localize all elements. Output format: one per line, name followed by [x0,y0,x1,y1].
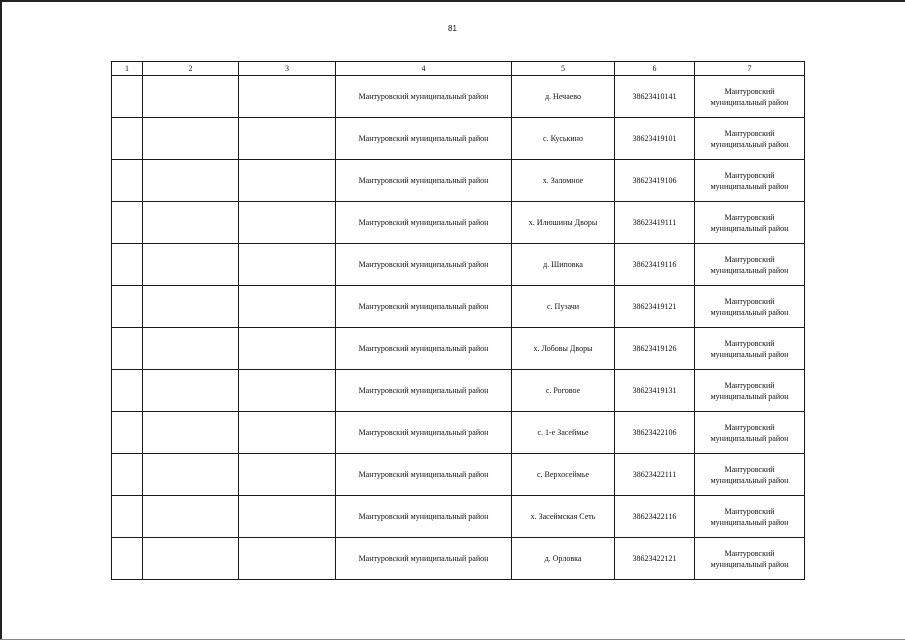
district-owner-line-2: муниципальный район [710,349,789,359]
cell-oktmo-code: 38623410141 [615,76,695,118]
cell-col-2 [143,118,239,160]
cell-col-3 [239,370,336,412]
table-row [112,370,805,412]
cell-district-owner [695,202,805,244]
cell-settlement: с. Роговое [512,370,615,412]
header-col-2: 2 [143,62,239,76]
cell-municipal-district: Мантуровский муниципальный район [336,412,512,454]
cell-col-3 [239,538,336,580]
cell-municipal-district: Мантуровский муниципальный район [336,454,512,496]
table-row [112,454,805,496]
page-border-left [0,0,2,640]
cell-col-3 [239,202,336,244]
cell-settlement: д. Шиповка [512,244,615,286]
cell-col-3 [239,286,336,328]
cell-col-3 [239,118,336,160]
table-body [112,76,805,580]
cell-district-owner [695,496,805,538]
cell-municipal-district: Мантуровский муниципальный район [336,160,512,202]
district-owner-line-2: муниципальный район [710,97,789,107]
cell-col-2 [143,454,239,496]
cell-oktmo-code: 38623419101 [615,118,695,160]
table-row [112,160,805,202]
cell-municipal-district: Мантуровский муниципальный район [336,496,512,538]
cell-oktmo-code: 38623419126 [615,328,695,370]
cell-col-1 [112,202,143,244]
cell-district-owner [695,118,805,160]
cell-col-2 [143,496,239,538]
cell-settlement: д. Нечаево [512,76,615,118]
page-number: 81 [448,24,457,33]
cell-col-1 [112,76,143,118]
cell-settlement: х. Засеймская Сеть [512,496,615,538]
cell-settlement: с. Куськино [512,118,615,160]
cell-municipal-district: Мантуровский муниципальный район [336,118,512,160]
cell-col-1 [112,496,143,538]
table-row [112,244,805,286]
cell-col-3 [239,76,336,118]
header-col-4: 4 [336,62,512,76]
cell-oktmo-code: 38623419131 [615,370,695,412]
table-row [112,496,805,538]
cell-col-2 [143,160,239,202]
cell-col-3 [239,496,336,538]
cell-municipal-district: Мантуровский муниципальный район [336,328,512,370]
cell-col-2 [143,328,239,370]
cell-col-1 [112,244,143,286]
cell-col-3 [239,412,336,454]
district-owner-line-2: муниципальный район [710,559,789,569]
cell-settlement: х. Лобовы Дворы [512,328,615,370]
table-row [112,286,805,328]
cell-municipal-district: Мантуровский муниципальный район [336,76,512,118]
district-owner-line-1: Мантуровский [724,464,775,474]
page-border-top [0,0,905,2]
table-row [112,412,805,454]
cell-settlement: с. 1-е Засеймье [512,412,615,454]
cell-col-1 [112,160,143,202]
district-owner-line-1: Мантуровский [724,296,775,306]
cell-col-2 [143,370,239,412]
cell-oktmo-code: 38623419121 [615,286,695,328]
district-owner-line-1: Мантуровский [724,128,775,138]
district-owner-line-1: Мантуровский [724,506,775,516]
cell-settlement: с. Верхосеймье [512,454,615,496]
cell-municipal-district: Мантуровский муниципальный район [336,244,512,286]
cell-col-2 [143,412,239,454]
cell-col-1 [112,118,143,160]
district-owner-line-1: Мантуровский [724,212,775,222]
cell-municipal-district: Мантуровский муниципальный район [336,202,512,244]
district-owner-line-2: муниципальный район [710,265,789,275]
cell-oktmo-code: 38623419116 [615,244,695,286]
cell-oktmo-code: 38623422111 [615,454,695,496]
cell-oktmo-code: 38623422116 [615,496,695,538]
cell-settlement: с. Пузачи [512,286,615,328]
cell-municipal-district: Мантуровский муниципальный район [336,538,512,580]
cell-settlement: д. Орловка [512,538,615,580]
cell-oktmo-code: 38623422121 [615,538,695,580]
cell-district-owner [695,370,805,412]
table-row [112,538,805,580]
cell-oktmo-code: 38623419106 [615,160,695,202]
cell-municipal-district: Мантуровский муниципальный район [336,370,512,412]
cell-col-1 [112,454,143,496]
district-owner-line-1: Мантуровский [724,380,775,390]
cell-col-2 [143,76,239,118]
district-owner-line-1: Мантуровский [724,254,775,264]
district-owner-line-2: муниципальный район [710,223,789,233]
cell-district-owner [695,286,805,328]
table-row [112,328,805,370]
cell-district-owner [695,412,805,454]
cell-col-2 [143,244,239,286]
cell-district-owner [695,76,805,118]
district-owner-line-2: муниципальный район [710,517,789,527]
cell-district-owner [695,538,805,580]
cell-col-1 [112,370,143,412]
district-owner-line-1: Мантуровский [724,338,775,348]
district-owner-line-1: Мантуровский [724,422,775,432]
district-owner-line-2: муниципальный район [710,181,789,191]
district-owner-line-2: муниципальный район [710,433,789,443]
cell-col-2 [143,538,239,580]
header-col-3: 3 [239,62,336,76]
district-owner-line-2: муниципальный район [710,307,789,317]
district-owner-line-2: муниципальный район [710,475,789,485]
cell-settlement: х. Заломное [512,160,615,202]
district-owner-line-2: муниципальный район [710,391,789,401]
cell-col-1 [112,412,143,454]
table-header [112,62,805,76]
cell-col-3 [239,244,336,286]
cell-col-2 [143,202,239,244]
cell-col-3 [239,160,336,202]
cell-district-owner [695,244,805,286]
header-col-6: 6 [615,62,695,76]
table-row [112,76,805,118]
cell-district-owner [695,328,805,370]
document-table [111,61,805,580]
district-owner-line-1: Мантуровский [724,86,775,96]
cell-col-3 [239,454,336,496]
district-owner-line-2: муниципальный район [710,139,789,149]
cell-district-owner [695,160,805,202]
cell-district-owner [695,454,805,496]
district-owner-line-1: Мантуровский [724,170,775,180]
cell-col-1 [112,328,143,370]
cell-settlement: х. Илюшины Дворы [512,202,615,244]
header-col-5: 5 [512,62,615,76]
cell-col-1 [112,286,143,328]
cell-oktmo-code: 38623419111 [615,202,695,244]
table-row [112,202,805,244]
header-col-1: 1 [112,62,143,76]
header-col-7: 7 [695,62,805,76]
district-owner-line-1: Мантуровский [724,548,775,558]
cell-oktmo-code: 38623422106 [615,412,695,454]
table-row [112,118,805,160]
cell-col-3 [239,328,336,370]
cell-col-2 [143,286,239,328]
cell-municipal-district: Мантуровский муниципальный район [336,286,512,328]
header-row [112,62,805,76]
cell-col-1 [112,538,143,580]
